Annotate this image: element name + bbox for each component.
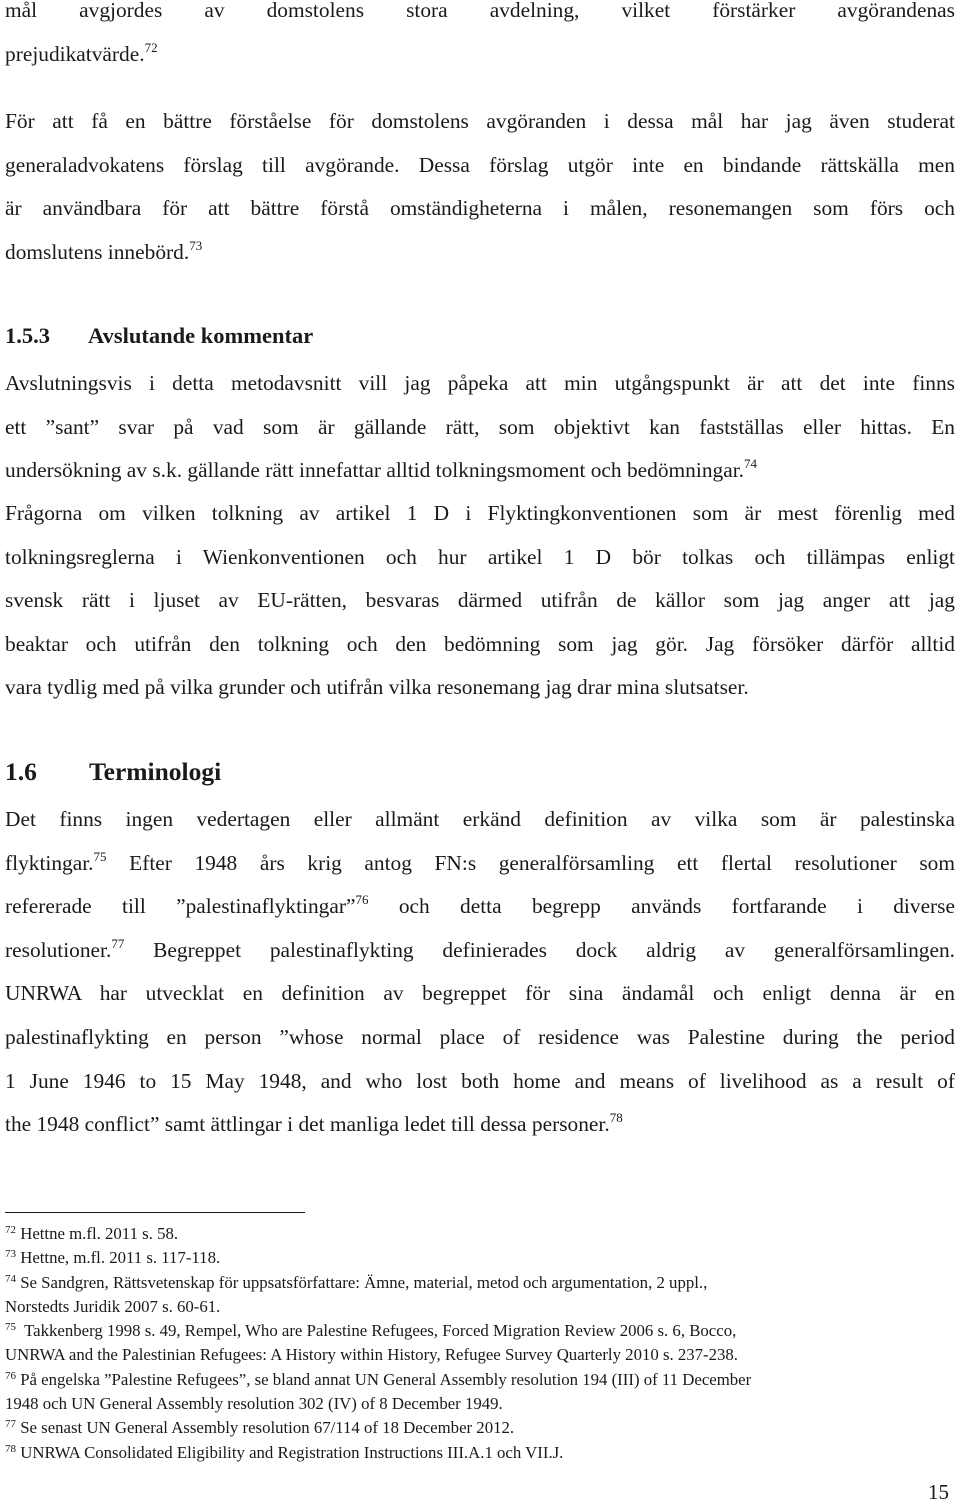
section-title: Avslutande kommentar	[88, 323, 314, 348]
text-fragment: undersökning av s.k. gällande rätt innefattar alltid tolkningsmoment och bedömningar.	[5, 458, 744, 483]
footnote-number: 77	[5, 1418, 16, 1431]
footnote-78	[5, 1441, 955, 1465]
text-line: generaladvokatens förslag till avgörande. Dessa förslag utgör inte en bindande rättskälla men	[5, 152, 955, 177]
text-line: Frågorna om vilken tolkning av artikel 1 D i Flyktingkonventionen som är mest förenlig med	[5, 501, 955, 525]
footnote-ref-73[interactable]: 73	[189, 237, 203, 253]
text-line: För att få en bättre förståelse för domstolens avgöranden i dessa mål har jag även studerat	[5, 109, 955, 133]
paragraph-generaladvokat	[5, 100, 955, 274]
footnote-number: 73	[5, 1248, 16, 1261]
text-line: mål avgjordes av domstolens stora avdelning, vilket förstärker avgörandenas	[5, 0, 955, 22]
text-line	[5, 842, 955, 886]
section-heading-1-5-3	[5, 320, 313, 352]
text-line	[5, 33, 955, 77]
text-line: tolkningsreglerna i Wienkonventionen och hur artikel 1 D bör tolkas och tillämpas enligt	[5, 544, 955, 569]
text-fragment: resolutioner.	[5, 937, 112, 962]
footnote-text: Hettne, m.fl. 2011 s. 117-118.	[20, 1248, 221, 1268]
footnote-ref-72[interactable]: 72	[144, 39, 158, 55]
paragraph-avslutningsvis	[5, 362, 955, 493]
paragraph-terminologi	[5, 798, 955, 1147]
text-line	[5, 449, 955, 493]
footnote-ref-75[interactable]: 75	[93, 848, 107, 864]
text-fragment: refererade till ”palestinaflyktingar”	[5, 894, 356, 919]
footnotes	[5, 1222, 955, 1465]
text-line	[5, 231, 955, 275]
text-line: UNRWA har utvecklat en definition av begreppet för sina ändamål och enligt denna är en	[5, 981, 955, 1006]
footnote-number: 75	[5, 1321, 16, 1334]
section-title: Terminologi	[89, 757, 222, 786]
footnote-text: Hettne m.fl. 2011 s. 58.	[20, 1224, 179, 1243]
footnote-ref-76[interactable]: 76	[355, 892, 369, 908]
footnote-text: Se senast UN General Assembly resolution 67/114 of 18 December 2012.	[20, 1418, 515, 1438]
footnote-77	[5, 1416, 955, 1440]
footnote-text: UNRWA Consolidated Eligibility and Registration Instructions III.A.1 och VII.J.	[20, 1442, 564, 1462]
footnote-text: Takkenberg 1998 s. 49, Rempel, Who are Palestine Refugees, Forced Migration Review 2006 s. 6, Bocco,	[24, 1321, 737, 1341]
footnote-ref-77[interactable]: 77	[111, 935, 125, 951]
text-line: 1 June 1946 to 15 May 1948, and who lost both home and means of livelihood as a result of	[5, 1068, 955, 1093]
text-line: beaktar och utifrån den tolkning och den bedömning som jag gör. Jag försöker därför alltid	[5, 631, 955, 656]
footnote-text: UNRWA and the Palestinian Refugees: A History within History, Refugee Survey Quarterly 2010 s. 237-238.	[5, 1345, 738, 1365]
page-number: 15	[928, 1480, 949, 1504]
footnote-ref-78[interactable]: 78	[609, 1110, 623, 1126]
paragraph-fragorna	[5, 492, 955, 710]
footnote-73	[5, 1246, 955, 1270]
footnote-74	[5, 1271, 955, 1320]
text-fragment: flyktingar.	[5, 850, 94, 875]
text-line	[5, 929, 955, 973]
text-line: svensk rätt i ljuset av EU-rätten, besvaras därmed utifrån de källor som jag anger att jag	[5, 588, 955, 613]
text-fragment: domslutens innebörd.	[5, 239, 190, 264]
footnote-text: Se Sandgren, Rättsvetenskap för uppsatsförfattare: Ämne, material, metod och argumentation, 2 uppl.,	[20, 1272, 708, 1292]
text-fragment: Efter 1948 års krig antog FN:s generalförsamling ett flertal resolutioner som	[106, 850, 955, 875]
footnote-text: 1948 och UN General Assembly resolution 302 (IV) of 8 December 1949.	[5, 1394, 503, 1414]
text-fragment: och detta begrepp används fortfarande i diverse	[368, 894, 956, 919]
text-line	[5, 1103, 955, 1147]
text-line: Det finns ingen vedertagen eller allmänt erkänd definition av vilka som är palestinska	[5, 807, 955, 831]
section-number: 1.6	[5, 757, 37, 786]
text-fragment: Begreppet palestinaflykting definierades dock aldrig av generalförsamlingen.	[124, 937, 955, 962]
footnote-72	[5, 1222, 955, 1246]
text-line: ett ”sant” svar på vad som är gällande rätt, som objektivt kan fastställas eller hittas. En	[5, 414, 955, 439]
footnote-number: 78	[5, 1442, 16, 1455]
footnote-text: Norstedts Juridik 2007 s. 60-61.	[5, 1296, 221, 1316]
footnote-number: 76	[5, 1369, 16, 1382]
footnote-76	[5, 1368, 955, 1417]
section-heading-1-6	[5, 755, 221, 789]
text-fragment: the 1948 conflict” samt ättlingar i det manliga ledet till dessa personer.	[5, 1112, 610, 1137]
text-fragment: prejudikatvärde.	[5, 41, 145, 66]
text-line: vara tydlig med på vilka grunder och utifrån vilka resonemang jag drar mina slutsatser.	[5, 675, 749, 700]
text-line: Avslutningsvis i detta metodavsnitt vill jag påpeka att min utgångspunkt är att det inte finns	[5, 371, 955, 395]
footnote-ref-74[interactable]: 74	[744, 456, 757, 472]
footnote-text: På engelska ”Palestine Refugees”, se bland annat UN General Assembly resolution 194 (III) of 11 December	[20, 1369, 752, 1389]
footnote-75	[5, 1319, 955, 1368]
text-line: är användbara för att bättre förstå omständigheterna i målen, resonemangen som förs och	[5, 196, 955, 221]
section-number: 1.5.3	[5, 323, 50, 348]
footnote-number: 74	[5, 1272, 16, 1285]
text-line	[5, 885, 955, 929]
footnote-number: 72	[5, 1224, 16, 1236]
paragraph-intro-continuation	[5, 0, 955, 76]
footnote-separator	[5, 1212, 305, 1213]
text-line: palestinaflykting en person ”whose normal place of residence was Palestine during the period	[5, 1024, 955, 1049]
